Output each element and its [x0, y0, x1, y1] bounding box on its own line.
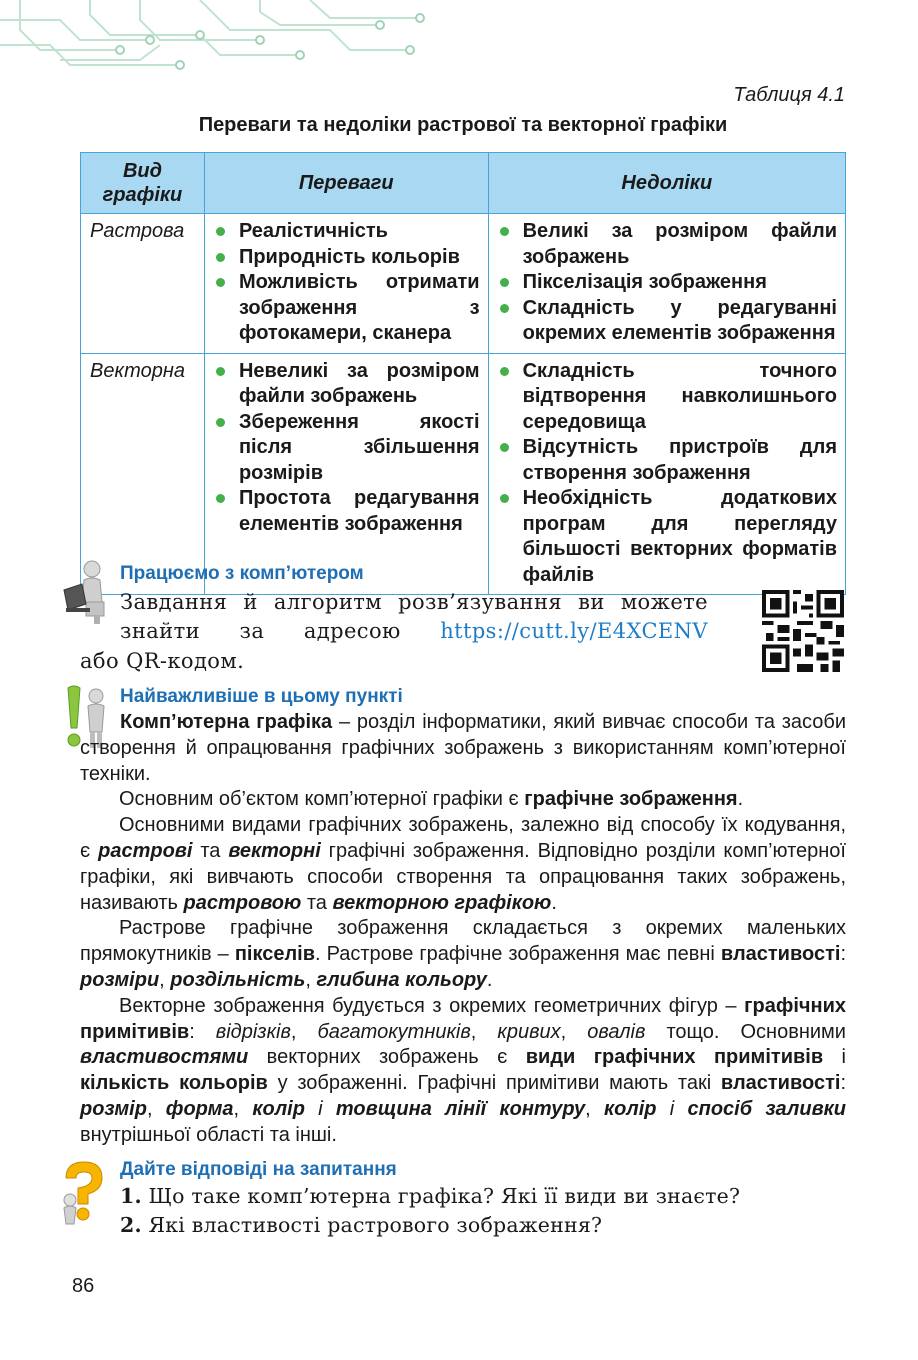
header-pros: Переваги [204, 153, 488, 214]
list-item: Складність точного відтворення навколишнього середовища [497, 359, 837, 436]
list-item: Можливість отримати зображення з фотокамери, сканера [213, 270, 480, 347]
row-pros [204, 353, 488, 595]
person-at-laptop-icon [62, 560, 114, 624]
question-mark-person-icon [58, 1160, 112, 1232]
important-text [80, 710, 846, 1149]
list-item: Великі за розміром файли зображень [497, 219, 837, 270]
row-pros [204, 214, 488, 354]
list-item: Складність у редагуванні окремих елементів зображення [497, 296, 837, 347]
table-title: Переваги та недоліки растрової та векторної графіки [198, 114, 728, 136]
list-item: Простота редагування елементів зображення [213, 486, 480, 537]
row-kind: Векторна [81, 353, 205, 595]
table-caption: Таблиця 4.1 [733, 84, 845, 106]
section-heading-important: Найважливіше в цьому пункті [120, 686, 403, 707]
circuit-decoration-icon [0, 0, 430, 72]
paragraph: Векторне зображення будується з окремих геометричних фігур – графічних примітивів: відрізків, багатокутників, кривих, овалів тощо. Основними властивостями векторних зображень є види графічних примітивів і кількість кольорів у зображенні. Графічні примітиви мають такі властивості: розмір, форма, колір і товщина лінії контуру, колір і спосіб заливки внутрішньої області та інші. [80, 994, 847, 1146]
list-item: Пікселізація зображення [497, 270, 837, 296]
row-cons [488, 214, 845, 354]
list-item: Збереження якості після збільшення розмірів [213, 410, 480, 487]
table-row [81, 353, 846, 595]
paragraph: Основним об’єктом комп’ютерної графіки є графічне зображення. [119, 788, 744, 811]
row-kind: Растрова [81, 214, 205, 354]
list-item: Реалістичність [213, 219, 480, 245]
paragraph: Растрове графічне зображення складається з окремих маленьких прямокутників – пікселів. Растрове графічне зображення має певні властивості: розміри, роздільність, глибина кольору. [80, 917, 846, 991]
comparison-table [80, 152, 846, 595]
header-cons: Недоліки [488, 153, 845, 214]
list-item: Невеликі за розміром файли зображень [213, 359, 480, 410]
qr-code-icon[interactable] [762, 590, 844, 672]
task-link[interactable]: https://cutt.ly/E4XCENV [440, 619, 708, 643]
paragraph: Основними видами графічних зображень, залежно від способу їх кодування, є растрові та векторні графічні зображення. Відповідно розділи комп’ютерної графіки, які вивчають способи створення та опрацювання таких зображень, називають растровою та векторною графікою. [80, 814, 846, 914]
paragraph: Комп’ютерна графіка – розділ інформатики, який вивчає способи та засоби створення й опрацювання графічних зображень з використанням комп’ютерної техніки. [80, 711, 847, 785]
computer-task-text-end: або QR-кодом. [80, 649, 245, 673]
list-item: Необхідність додаткових програм для перегляду більшості векторних форматів файлів [497, 486, 837, 588]
page-number: 86 [72, 1275, 95, 1297]
list-item: Природність кольорів [213, 245, 480, 271]
question-item: 1. Що таке комп’ютерна графіка? Які її види ви знаєте? [120, 1184, 741, 1208]
row-cons [488, 353, 845, 595]
header-kind: Вид графіки [81, 153, 205, 214]
question-item: 2. Які властивості растрового зображення? [120, 1213, 603, 1237]
list-item: Відсутність пристроїв для створення зображення [497, 435, 837, 486]
section-heading-questions: Дайте відповіді на запитання [120, 1159, 397, 1180]
section-heading-computer: Працюємо з комп’ютером [120, 563, 364, 584]
table-header-row [81, 153, 846, 214]
computer-task-text: Завдання й алгоритм розв’язування ви можете знайти за адресою https://cutt.ly/E4XCENV [120, 590, 708, 643]
table-row [81, 214, 846, 354]
